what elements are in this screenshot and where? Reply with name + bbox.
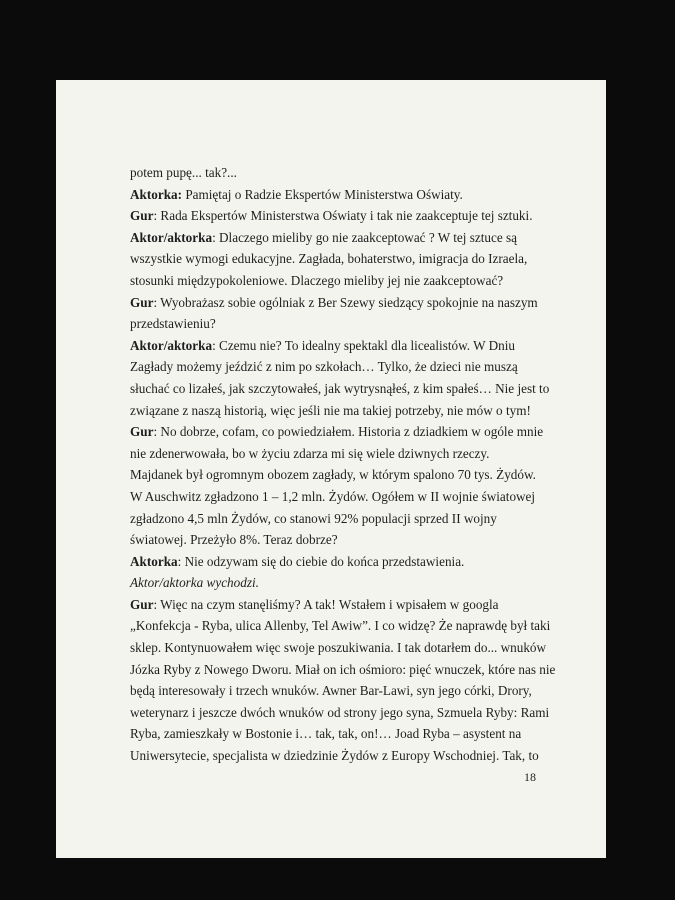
line-text: Ryba, zamieszkały w Bostonie i… tak, tak, on!… Joad Ryba – asystent na — [130, 726, 522, 742]
text-line — [130, 313, 530, 335]
text-line — [130, 529, 530, 551]
text-line — [130, 443, 530, 465]
text-line — [130, 421, 544, 443]
script-text — [130, 162, 556, 767]
text-line — [130, 680, 530, 702]
speaker-name: Aktorka — [130, 553, 178, 569]
text-line — [130, 184, 530, 206]
line-text: słuchać co lizałeś, jak szczytowałeś, jak wytrysnąłeś, z kim spałeś… Nie jest to — [130, 380, 550, 396]
line-text: : Więc na czym stanęliśmy? A tak! Wstałem i wpisałem w googla — [153, 596, 499, 612]
line-text: weterynarz i jeszcze dwóch wnuków od strony jego syna, Szmuela Ryby: Rami — [130, 704, 550, 720]
line-text: Majdanek był ogromnym obozem zagłady, w którym spalono 70 tys. Żydów. — [130, 467, 536, 483]
line-text: będą interesowały i trzech wnuków. Awner Bar-Lawi, syn jego córki, Drory, — [130, 683, 532, 699]
text-line — [130, 378, 550, 400]
line-text: stosunki międzypokoleniowe. Dlaczego mieliby jej nie zaakceptować? — [130, 272, 504, 288]
line-text: : Rada Ekspertów Ministerstwa Oświaty i tak nie zaakceptuje tej sztuki. — [153, 208, 533, 224]
speaker-name: Aktorka: — [130, 186, 183, 202]
text-line — [130, 270, 530, 292]
line-text: przedstawieniu? — [130, 316, 216, 332]
line-text: W Auschwitz zgładzono 1 – 1,2 mln. Żydów. Ogółem w II wojnie światowej — [130, 488, 536, 504]
text-line — [130, 637, 547, 659]
speaker-name: Gur — [130, 208, 154, 224]
text-line — [130, 594, 530, 616]
text-line — [130, 205, 533, 227]
line-text: : Nie odzywam się do ciebie do końca przedstawienia. — [177, 553, 465, 569]
text-line — [130, 356, 530, 378]
text-line — [130, 508, 530, 530]
speaker-name: Aktor/aktorka — [130, 337, 213, 353]
page-number: 18 — [524, 770, 536, 784]
speaker-name: Gur — [130, 596, 154, 612]
line-text: wszystkie wymogi edukacyjne. Zagłada, bohaterstwo, imigracja do Izraela, — [130, 251, 528, 267]
line-text: zgładzono 4,5 mln Żydów, co stanowi 92% populacji sprzed II wojny — [130, 510, 497, 526]
line-text: nie zdenerwowała, bo w życiu zdarza mi się wiele dziwnych rzeczy. — [130, 445, 490, 461]
text-line — [130, 572, 530, 594]
line-text: sklep. Kontynuowałem więc swoje poszukiwania. I tak dotarłem do... wnuków — [130, 640, 547, 656]
text-line — [130, 659, 556, 681]
stage-direction: Aktor/aktorka wychodzi. — [130, 575, 259, 591]
text-line — [130, 335, 530, 357]
line-text: Józka Ryby z Nowego Dworu. Miał on ich ośmioro: pięć wnuczek, które nas nie — [130, 661, 556, 677]
line-text: Pamiętaj o Radzie Ekspertów Ministerstwa Oświaty. — [182, 186, 463, 202]
text-line — [130, 248, 530, 270]
text-line — [130, 227, 530, 249]
text-line — [130, 702, 550, 724]
text-line — [130, 551, 530, 573]
text-line — [130, 464, 536, 486]
text-line — [130, 486, 536, 508]
speaker-name: Aktor/aktorka — [130, 229, 213, 245]
line-text: światowej. Przeżyło 8%. Teraz dobrze? — [130, 532, 338, 548]
line-text: : Dlaczego mieliby go nie zaakceptować ? W tej sztuce są — [212, 229, 517, 245]
line-text: związane z naszą historią, więc jeśli nie ma takiej potrzeby, nie mów o tym! — [130, 402, 531, 418]
text-line — [130, 745, 539, 767]
text-line — [130, 162, 530, 184]
text-line — [130, 615, 551, 637]
line-text: : No dobrze, cofam, co powiedziałem. Historia z dziadkiem w ogóle mnie — [153, 424, 544, 440]
speaker-name: Gur — [130, 294, 154, 310]
text-line — [130, 400, 530, 422]
line-text: Zagłady możemy jeździć z nim po szkołach… Tylko, że dzieci nie muszą — [130, 359, 518, 375]
line-text: Uniwersytecie, specjalista w dziedzinie Żydów z Europy Wschodniej. Tak, to — [130, 748, 539, 764]
text-line — [130, 292, 538, 314]
speaker-name: Gur — [130, 424, 154, 440]
paper-sheet — [56, 80, 606, 858]
text-line — [130, 723, 530, 745]
line-text: potem pupę... tak?... — [130, 165, 237, 180]
line-text: „Konfekcja - Ryba, ulica Allenby, Tel Awiw”. I co widzę? Że naprawdę był taki — [130, 618, 551, 634]
line-text: : Czemu nie? To idealny spektakl dla licealistów. W Dniu — [212, 337, 515, 353]
line-text: : Wyobrażasz sobie ogólniak z Ber Szewy siedzący spokojnie na naszym — [153, 294, 538, 310]
